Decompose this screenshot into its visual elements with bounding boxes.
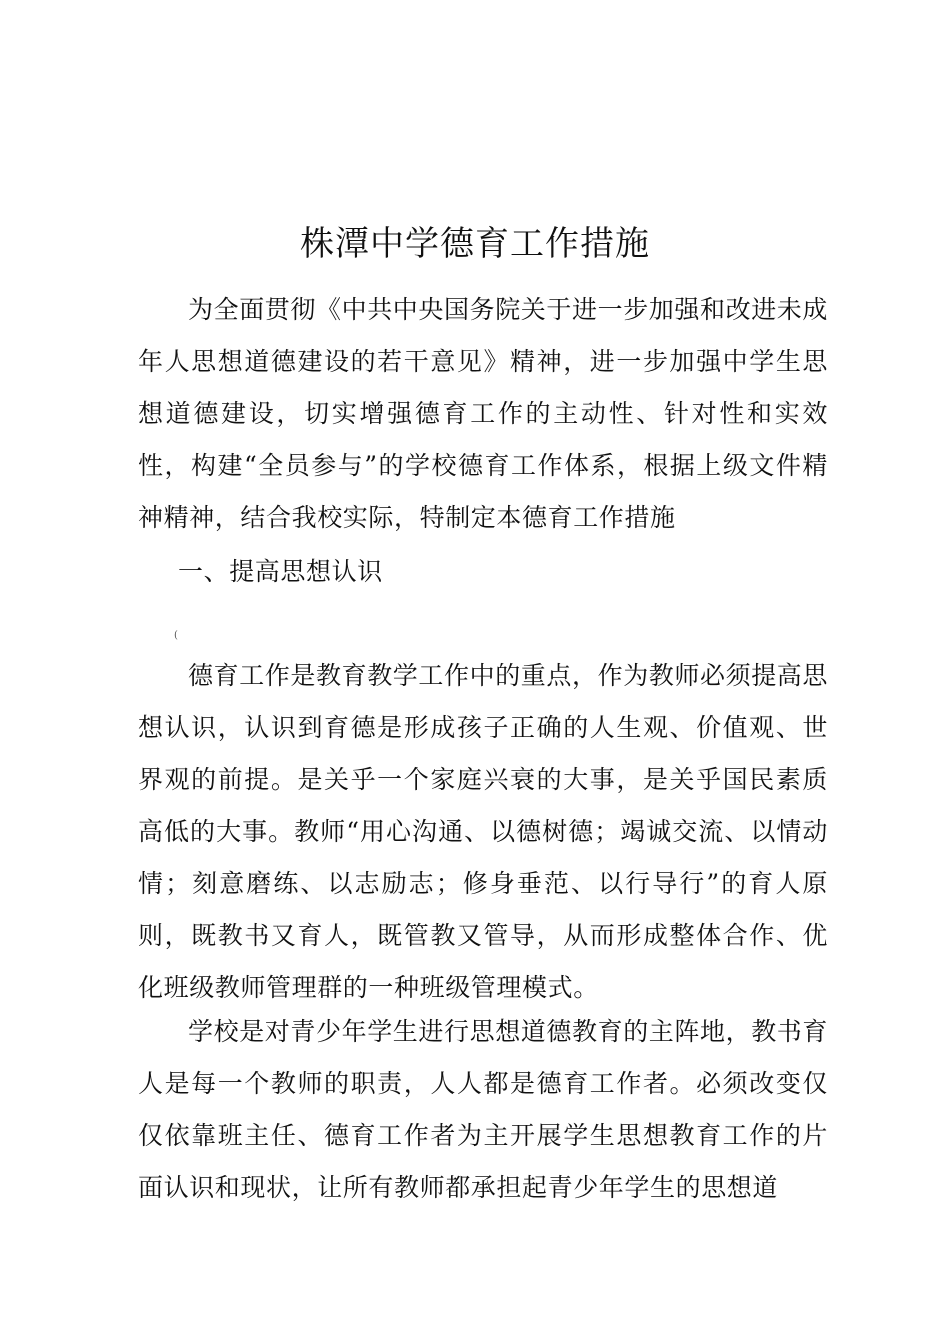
section-heading: 一、提高思想认识	[178, 557, 383, 586]
body-paragraph-1: 德育工作是教育教学工作中的重点，作为教师必须提高思想认识，认识到育德是形成孩子正确的人生观、价值观、世界观的前提。是关乎一个家庭兴衰的大事，是关乎国民素质高低的大事。教师“用心沟通、以德树德；竭诚交流、以情动情；刻意磨练、以志励志；修身垂范、以行导行”的育人原则，既教书又育人，既管教又管导，从而形成整体合作、优化班级教师管理群的一种班级管理模式。	[138, 661, 829, 1002]
stray-mark: (	[174, 630, 178, 641]
document-title: 株潭中学德育工作措施	[300, 224, 650, 264]
body-paragraph-2: 学校是对青少年学生进行思想道德教育的主阵地，教书育人是每一个教师的职责，人人都是德育工作者。必须改变仅仅依靠班主任、德育工作者为主开展学生思想教育工作的片面认识和现状，让所有教师都承担起青少年学生的思想道	[138, 1017, 829, 1202]
intro-paragraph: 为全面贯彻《中共中央国务院关于进一步加强和改进未成年人思想道德建设的若干意见》精神，进一步加强中学生思想道德建设，切实增强德育工作的主动性、针对性和实效性，构建“全员参与”的学校德育工作体系，根据上级文件精神精神，结合我校实际，特制定本德育工作措施	[138, 295, 829, 532]
